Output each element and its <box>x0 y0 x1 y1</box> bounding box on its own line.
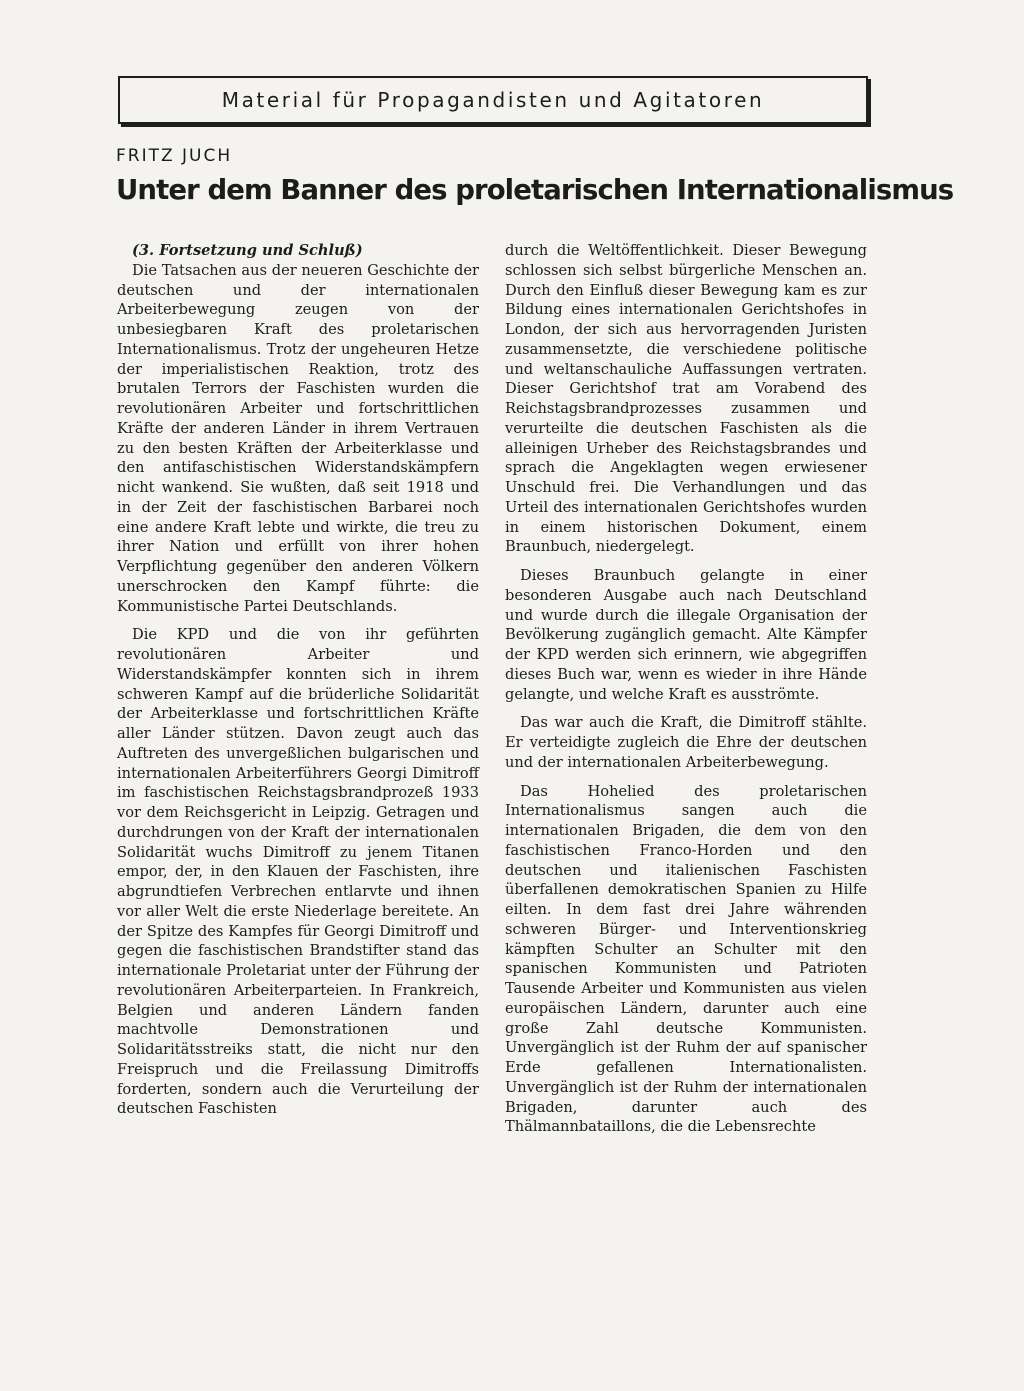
right-column <box>505 241 867 1146</box>
article-subtitle: (3. Fortsetzung und Schluß) <box>132 242 363 259</box>
paragraph: Die KPD und die von ihr geführten revolutionären Arbeiter und Widerstandskämpfer konnten sich in ihrem schweren Kampf auf die brüderliche Solidarität der Arbeiterklasse und fortschrittlichen Kräfte aller Länder stützen. Davon zeugt auch das Auftreten des unvergeßlichen bulgarischen und internationalen Arbeiterführers Georgi Dimitroff im faschistischen Reichstagsbrandprozeß 1933 vor dem Reichsgericht in Leipzig. Getragen und durchdrungen von der Kraft der internationalen Solidarität wuchs Dimitroff zu jenem Titanen empor, der, in den Klauen der Faschisten, ihre abgrundtiefen Verbrechen entlarvte und ihnen vor aller Welt die erste Niederlage bereitete. An der Spitze des Kampfes für Georgi Dimitroff und gegen die faschistischen Brandstifter stand das internationale Proletariat unter der Führung der revolutionären Arbeiterparteien. In Frankreich, Belgien und anderen Ländern fanden machtvolle Demonstrationen und Solidaritätsstreiks statt, die nicht nur den Freispruch und die Freilassung Dimitroffs forderten, sondern auch die Verurteilung der deutschen Faschisten <box>117 626 479 1118</box>
paragraph: Das war auch die Kraft, die Dimitroff stählte. Er verteidigte zugleich die Ehre der deutschen und der internationalen Arbeiterbewegung. <box>505 714 867 771</box>
article-author: FRITZ JUCH <box>116 146 233 166</box>
article-title: Unter dem Banner des proletarischen Internationalismus <box>116 174 954 206</box>
section-banner <box>118 76 868 124</box>
left-column <box>117 241 479 1128</box>
paragraph: Das Hohelied des proletarischen Internationalismus sangen auch die internationalen Brigaden, die dem von den faschistischen Franco-Horden und den deutschen und italienischen Faschisten überfallenen demokratischen Spanien zu Hilfe eilten. In dem fast drei Jahre währenden schweren Bürger- und Interventionskrieg kämpften Schulter an Schulter mit den spanischen Kommunisten und Patrioten Tausende Arbeiter und Kommunisten aus vielen europäischen Ländern, darunter auch eine große Zahl deutsche Kommunisten. Unvergänglich ist der Ruhm der auf spanischer Erde gefallenen Internationalisten. Unvergänglich ist der Ruhm der internationalen Brigaden, darunter auch des Thälmannbataillons, die die Lebensrechte <box>505 782 867 1136</box>
paragraph: Die Tatsachen aus der neueren Geschichte der deutschen und der internationalen Arbeiterbewegung zeugen von der unbesiegbaren Kraft des proletarischen Internationalismus. Trotz der ungeheuren Hetze der imperialistischen Reaktion, trotz des brutalen Terrors der Faschisten wurden die revolutionären Arbeiter und fortschrittlichen Kräfte der anderen Länder in ihrem Vertrauen zu den besten Kräften der Arbeiterklasse und den antifaschistischen Widerstandskämpfern nicht wankend. Sie wußten, daß seit 1918 und in der Zeit der faschistischen Barbarei noch eine andere Kraft lebte und wirkte, die treu zu ihrer Nation und erfüllt von ihrer hohen Verpflichtung gegenüber den anderen Völkern unerschrocken den Kampf führte: die Kommunistische Partei Deutschlands. <box>117 261 479 615</box>
paragraph: Dieses Braunbuch gelangte in einer besonderen Ausgabe auch nach Deutschland und wurde durch die illegale Organisation der Bevölkerung zugänglich gemacht. Alte Kämpfer der KPD werden sich erinnern, wie abgegriffen dieses Buch war, wenn es wieder in ihre Hände gelangte, und welche Kraft es ausströmte. <box>505 567 867 703</box>
paragraph: durch die Weltöffentlichkeit. Dieser Bewegung schlossen sich selbst bürgerliche Menschen an. Durch den Einfluß dieser Bewegung kam es zur Bildung eines internationalen Gerichtshofes in London, der sich aus hervorragenden Juristen zusammensetzte, die verschiedene politische und weltanschauliche Auffassungen vertraten. Dieser Gerichtshof trat am Vorabend des Reichstagsbrandprozesses zusammen und verurteilte die deutschen Faschisten als die alleinigen Urheber des Reichstagsbrandes und sprach die Angeklagten wegen erwiesener Unschuld frei. Die Verhandlungen und das Urteil des internationalen Gerichtshofes wurden in einem historischen Dokument, einem Braunbuch, niedergelegt. <box>505 242 867 556</box>
section-banner-text: Material für Propagandisten und Agitatoren <box>221 88 765 112</box>
